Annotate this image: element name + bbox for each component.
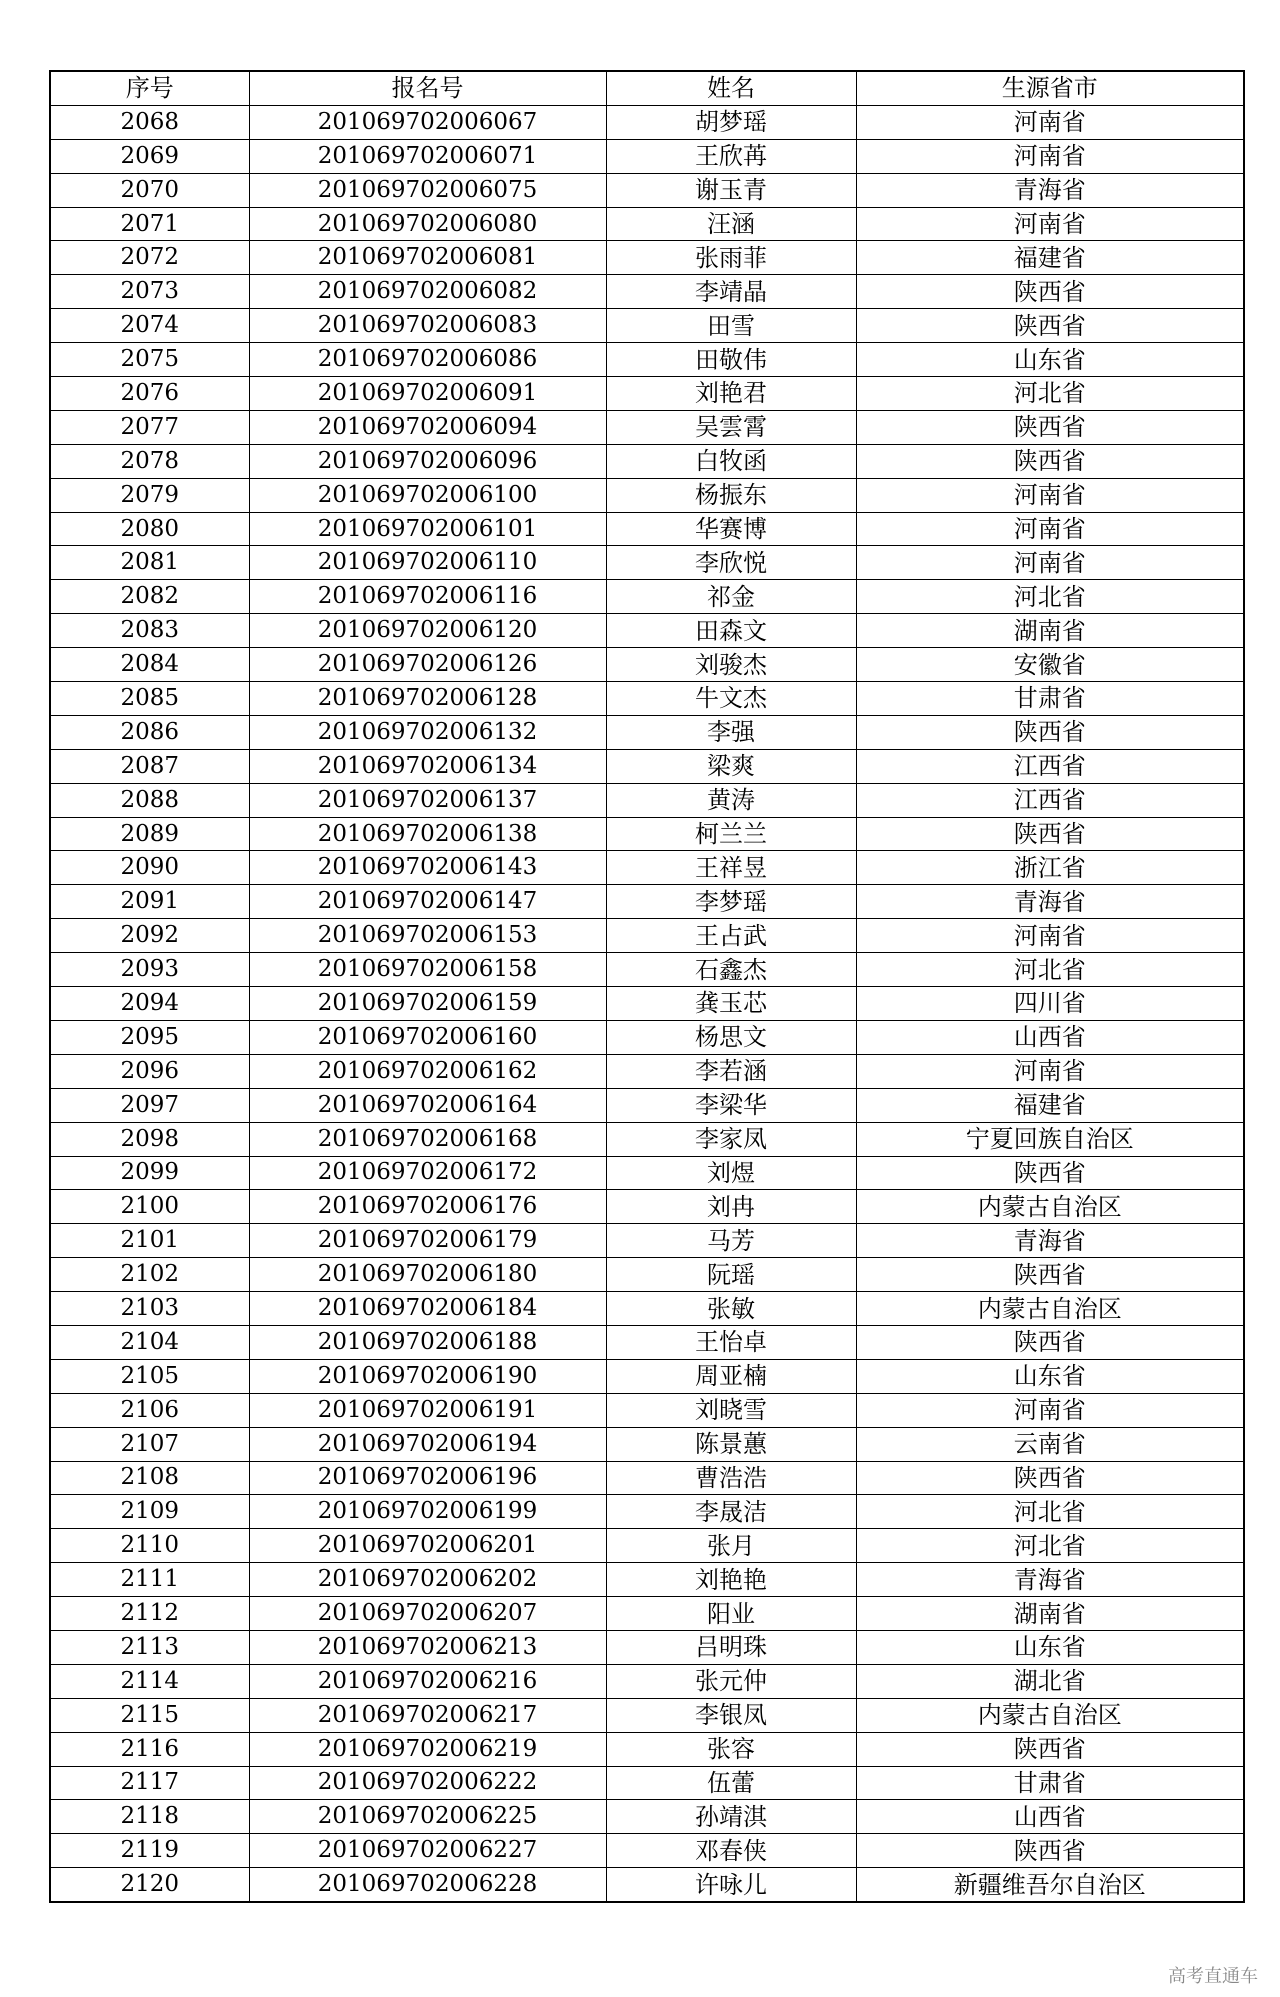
origin-province-cell: 福建省: [856, 241, 1244, 275]
origin-province-cell: 陕西省: [856, 1156, 1244, 1190]
serial-number-cell: 2076: [50, 377, 249, 411]
registration-number-cell: 201069702006116: [249, 580, 606, 614]
serial-number-cell: 2082: [50, 580, 249, 614]
table-row: [50, 783, 1244, 817]
serial-number-cell: 2093: [50, 953, 249, 987]
table-row: [50, 139, 1244, 173]
registration-number-cell: 201069702006228: [249, 1868, 606, 1902]
name-cell: 石鑫杰: [606, 953, 856, 987]
origin-province-cell: 山西省: [856, 1020, 1244, 1054]
registration-number-cell: 201069702006219: [249, 1732, 606, 1766]
registration-number-cell: 201069702006159: [249, 987, 606, 1021]
name-cell: 黄涛: [606, 783, 856, 817]
table-row: [50, 1224, 1244, 1258]
origin-province-cell: 河南省: [856, 546, 1244, 580]
serial-number-cell: 2108: [50, 1461, 249, 1495]
origin-province-cell: 陕西省: [856, 817, 1244, 851]
table-row: [50, 987, 1244, 1021]
serial-number-cell: 2099: [50, 1156, 249, 1190]
watermark-text: 高考直通车: [1168, 1966, 1258, 1987]
registration-number-cell: 201069702006158: [249, 953, 606, 987]
table-row: [50, 715, 1244, 749]
serial-number-cell: 2077: [50, 410, 249, 444]
registration-number-cell: 201069702006067: [249, 105, 606, 139]
registration-number-cell: 201069702006147: [249, 885, 606, 919]
name-cell: 陈景蕙: [606, 1427, 856, 1461]
table-row: [50, 817, 1244, 851]
table-row: [50, 614, 1244, 648]
table-row: [50, 580, 1244, 614]
origin-province-cell: 河南省: [856, 1393, 1244, 1427]
registration-number-cell: 201069702006180: [249, 1258, 606, 1292]
table-row: [50, 1597, 1244, 1631]
name-cell: 牛文杰: [606, 682, 856, 716]
registration-number-cell: 201069702006075: [249, 173, 606, 207]
registration-number-cell: 201069702006199: [249, 1495, 606, 1529]
table-row: [50, 1529, 1244, 1563]
serial-number-cell: 2074: [50, 309, 249, 343]
table-row: [50, 1054, 1244, 1088]
registration-number-cell: 201069702006094: [249, 410, 606, 444]
name-cell: 龚玉芯: [606, 987, 856, 1021]
table-row: [50, 377, 1244, 411]
serial-number-cell: 2068: [50, 105, 249, 139]
origin-province-cell: 陕西省: [856, 715, 1244, 749]
name-cell: 李欣悦: [606, 546, 856, 580]
registration-number-cell: 201069702006194: [249, 1427, 606, 1461]
table-row: [50, 1156, 1244, 1190]
table-row: [50, 1020, 1244, 1054]
registration-number-cell: 201069702006153: [249, 919, 606, 953]
name-cell: 孙靖淇: [606, 1800, 856, 1834]
name-cell: 阳业: [606, 1597, 856, 1631]
origin-province-cell: 内蒙古自治区: [856, 1292, 1244, 1326]
table-row: [50, 275, 1244, 309]
registration-number-cell: 201069702006191: [249, 1393, 606, 1427]
origin-province-cell: 江西省: [856, 749, 1244, 783]
name-cell: 王占武: [606, 919, 856, 953]
table-row: [50, 1563, 1244, 1597]
name-cell: 谢玉青: [606, 173, 856, 207]
table-body: [50, 105, 1244, 1902]
origin-province-cell: 山东省: [856, 1359, 1244, 1393]
table-row: [50, 682, 1244, 716]
table-row: [50, 648, 1244, 682]
table-row: [50, 1258, 1244, 1292]
table-row: [50, 1088, 1244, 1122]
serial-number-cell: 2075: [50, 343, 249, 377]
registration-number-cell: 201069702006143: [249, 851, 606, 885]
registration-number-cell: 201069702006190: [249, 1359, 606, 1393]
origin-province-cell: 宁夏回族自治区: [856, 1122, 1244, 1156]
origin-province-cell: 河北省: [856, 1529, 1244, 1563]
origin-province-cell: 山东省: [856, 343, 1244, 377]
serial-number-cell: 2069: [50, 139, 249, 173]
table-row: [50, 1732, 1244, 1766]
origin-province-cell: 湖南省: [856, 614, 1244, 648]
table-row: [50, 207, 1244, 241]
table-row: [50, 749, 1244, 783]
name-cell: 张月: [606, 1529, 856, 1563]
header-registration-number: 报名号: [249, 71, 606, 105]
serial-number-cell: 2083: [50, 614, 249, 648]
serial-number-cell: 2071: [50, 207, 249, 241]
serial-number-cell: 2098: [50, 1122, 249, 1156]
serial-number-cell: 2089: [50, 817, 249, 851]
origin-province-cell: 河北省: [856, 953, 1244, 987]
name-cell: 田雪: [606, 309, 856, 343]
name-cell: 刘艳君: [606, 377, 856, 411]
registration-number-cell: 201069702006188: [249, 1325, 606, 1359]
origin-province-cell: 河北省: [856, 1495, 1244, 1529]
serial-number-cell: 2080: [50, 512, 249, 546]
origin-province-cell: 陕西省: [856, 1258, 1244, 1292]
serial-number-cell: 2115: [50, 1698, 249, 1732]
registration-number-cell: 201069702006128: [249, 682, 606, 716]
name-cell: 吴雲霄: [606, 410, 856, 444]
table-row: [50, 1393, 1244, 1427]
origin-province-cell: 福建省: [856, 1088, 1244, 1122]
registration-number-cell: 201069702006184: [249, 1292, 606, 1326]
registration-number-cell: 201069702006222: [249, 1766, 606, 1800]
table-row: [50, 512, 1244, 546]
registration-number-cell: 201069702006071: [249, 139, 606, 173]
origin-province-cell: 湖南省: [856, 1597, 1244, 1631]
registration-number-cell: 201069702006227: [249, 1834, 606, 1868]
name-cell: 王怡卓: [606, 1325, 856, 1359]
registration-number-cell: 201069702006110: [249, 546, 606, 580]
serial-number-cell: 2103: [50, 1292, 249, 1326]
table-row: [50, 309, 1244, 343]
registration-number-cell: 201069702006202: [249, 1563, 606, 1597]
registration-number-cell: 201069702006196: [249, 1461, 606, 1495]
registration-number-cell: 201069702006083: [249, 309, 606, 343]
origin-province-cell: 陕西省: [856, 1732, 1244, 1766]
serial-number-cell: 2104: [50, 1325, 249, 1359]
serial-number-cell: 2073: [50, 275, 249, 309]
table-row: [50, 105, 1244, 139]
serial-number-cell: 2102: [50, 1258, 249, 1292]
origin-province-cell: 四川省: [856, 987, 1244, 1021]
origin-province-cell: 江西省: [856, 783, 1244, 817]
table-row: [50, 173, 1244, 207]
origin-province-cell: 新疆维吾尔自治区: [856, 1868, 1244, 1902]
serial-number-cell: 2079: [50, 478, 249, 512]
registration-number-cell: 201069702006086: [249, 343, 606, 377]
serial-number-cell: 2094: [50, 987, 249, 1021]
serial-number-cell: 2100: [50, 1190, 249, 1224]
name-cell: 李晟洁: [606, 1495, 856, 1529]
registration-number-cell: 201069702006137: [249, 783, 606, 817]
table-header-row: [50, 71, 1244, 105]
origin-province-cell: 陕西省: [856, 275, 1244, 309]
origin-province-cell: 河南省: [856, 478, 1244, 512]
origin-province-cell: 河北省: [856, 377, 1244, 411]
origin-province-cell: 青海省: [856, 173, 1244, 207]
serial-number-cell: 2086: [50, 715, 249, 749]
origin-province-cell: 陕西省: [856, 1325, 1244, 1359]
serial-number-cell: 2097: [50, 1088, 249, 1122]
registration-number-cell: 201069702006080: [249, 207, 606, 241]
name-cell: 李若涵: [606, 1054, 856, 1088]
serial-number-cell: 2095: [50, 1020, 249, 1054]
registration-number-cell: 201069702006096: [249, 444, 606, 478]
name-cell: 刘晓雪: [606, 1393, 856, 1427]
name-cell: 李银凤: [606, 1698, 856, 1732]
name-cell: 张雨菲: [606, 241, 856, 275]
name-cell: 胡梦瑶: [606, 105, 856, 139]
table-row: [50, 343, 1244, 377]
serial-number-cell: 2109: [50, 1495, 249, 1529]
name-cell: 刘艳艳: [606, 1563, 856, 1597]
registration-number-cell: 201069702006134: [249, 749, 606, 783]
table-row: [50, 1359, 1244, 1393]
name-cell: 伍蕾: [606, 1766, 856, 1800]
name-cell: 李梁华: [606, 1088, 856, 1122]
serial-number-cell: 2096: [50, 1054, 249, 1088]
name-cell: 张敏: [606, 1292, 856, 1326]
name-cell: 李靖晶: [606, 275, 856, 309]
table-row: [50, 1461, 1244, 1495]
table-row: [50, 1868, 1244, 1902]
registration-number-cell: 201069702006101: [249, 512, 606, 546]
serial-number-cell: 2087: [50, 749, 249, 783]
table-row: [50, 1834, 1244, 1868]
registration-number-cell: 201069702006216: [249, 1664, 606, 1698]
origin-province-cell: 陕西省: [856, 410, 1244, 444]
registration-number-cell: 201069702006132: [249, 715, 606, 749]
origin-province-cell: 陕西省: [856, 309, 1244, 343]
serial-number-cell: 2078: [50, 444, 249, 478]
name-cell: 吕明珠: [606, 1630, 856, 1664]
origin-province-cell: 河南省: [856, 512, 1244, 546]
name-cell: 马芳: [606, 1224, 856, 1258]
name-cell: 白牧函: [606, 444, 856, 478]
serial-number-cell: 2101: [50, 1224, 249, 1258]
origin-province-cell: 浙江省: [856, 851, 1244, 885]
serial-number-cell: 2081: [50, 546, 249, 580]
name-cell: 刘骏杰: [606, 648, 856, 682]
table-row: [50, 1664, 1244, 1698]
table-row: [50, 953, 1244, 987]
serial-number-cell: 2107: [50, 1427, 249, 1461]
serial-number-cell: 2088: [50, 783, 249, 817]
name-cell: 阮瑶: [606, 1258, 856, 1292]
name-cell: 张容: [606, 1732, 856, 1766]
name-cell: 梁爽: [606, 749, 856, 783]
origin-province-cell: 河南省: [856, 919, 1244, 953]
registration-number-cell: 201069702006138: [249, 817, 606, 851]
origin-province-cell: 甘肃省: [856, 1766, 1244, 1800]
registration-number-cell: 201069702006179: [249, 1224, 606, 1258]
name-cell: 杨振东: [606, 478, 856, 512]
serial-number-cell: 2092: [50, 919, 249, 953]
serial-number-cell: 2072: [50, 241, 249, 275]
table-row: [50, 1800, 1244, 1834]
table-row: [50, 1495, 1244, 1529]
table-row: [50, 1122, 1244, 1156]
name-cell: 华赛博: [606, 512, 856, 546]
registration-number-cell: 201069702006172: [249, 1156, 606, 1190]
registration-number-cell: 201069702006126: [249, 648, 606, 682]
serial-number-cell: 2091: [50, 885, 249, 919]
registration-number-cell: 201069702006160: [249, 1020, 606, 1054]
serial-number-cell: 2120: [50, 1868, 249, 1902]
origin-province-cell: 河南省: [856, 207, 1244, 241]
name-cell: 邓春侠: [606, 1834, 856, 1868]
origin-province-cell: 山东省: [856, 1630, 1244, 1664]
registration-number-cell: 201069702006082: [249, 275, 606, 309]
name-cell: 田森文: [606, 614, 856, 648]
table-row: [50, 851, 1244, 885]
name-cell: 杨思文: [606, 1020, 856, 1054]
name-cell: 刘煜: [606, 1156, 856, 1190]
serial-number-cell: 2119: [50, 1834, 249, 1868]
origin-province-cell: 甘肃省: [856, 682, 1244, 716]
origin-province-cell: 陕西省: [856, 1461, 1244, 1495]
name-cell: 汪涵: [606, 207, 856, 241]
table-row: [50, 919, 1244, 953]
admission-list-table: [49, 70, 1245, 1903]
name-cell: 张元仲: [606, 1664, 856, 1698]
registration-number-cell: 201069702006162: [249, 1054, 606, 1088]
table-row: [50, 546, 1244, 580]
table-row: [50, 1630, 1244, 1664]
registration-number-cell: 201069702006164: [249, 1088, 606, 1122]
origin-province-cell: 内蒙古自治区: [856, 1190, 1244, 1224]
serial-number-cell: 2084: [50, 648, 249, 682]
origin-province-cell: 青海省: [856, 1224, 1244, 1258]
origin-province-cell: 内蒙古自治区: [856, 1698, 1244, 1732]
registration-number-cell: 201069702006168: [249, 1122, 606, 1156]
origin-province-cell: 陕西省: [856, 444, 1244, 478]
origin-province-cell: 河南省: [856, 105, 1244, 139]
name-cell: 曹浩浩: [606, 1461, 856, 1495]
registration-number-cell: 201069702006100: [249, 478, 606, 512]
table-row: [50, 241, 1244, 275]
name-cell: 祁金: [606, 580, 856, 614]
name-cell: 柯兰兰: [606, 817, 856, 851]
registration-number-cell: 201069702006176: [249, 1190, 606, 1224]
name-cell: 李梦瑶: [606, 885, 856, 919]
table-row: [50, 1766, 1244, 1800]
header-name: 姓名: [606, 71, 856, 105]
registration-number-cell: 201069702006217: [249, 1698, 606, 1732]
serial-number-cell: 2116: [50, 1732, 249, 1766]
origin-province-cell: 安徽省: [856, 648, 1244, 682]
origin-province-cell: 山西省: [856, 1800, 1244, 1834]
table-row: [50, 1698, 1244, 1732]
name-cell: 李家凤: [606, 1122, 856, 1156]
table-row: [50, 444, 1244, 478]
table-row: [50, 885, 1244, 919]
serial-number-cell: 2106: [50, 1393, 249, 1427]
serial-number-cell: 2118: [50, 1800, 249, 1834]
table-row: [50, 1325, 1244, 1359]
origin-province-cell: 河北省: [856, 580, 1244, 614]
table-row: [50, 1427, 1244, 1461]
name-cell: 李强: [606, 715, 856, 749]
serial-number-cell: 2110: [50, 1529, 249, 1563]
table-row: [50, 478, 1244, 512]
serial-number-cell: 2090: [50, 851, 249, 885]
table-row: [50, 1292, 1244, 1326]
serial-number-cell: 2113: [50, 1630, 249, 1664]
name-cell: 刘冉: [606, 1190, 856, 1224]
origin-province-cell: 青海省: [856, 1563, 1244, 1597]
origin-province-cell: 青海省: [856, 885, 1244, 919]
serial-number-cell: 2070: [50, 173, 249, 207]
serial-number-cell: 2105: [50, 1359, 249, 1393]
serial-number-cell: 2114: [50, 1664, 249, 1698]
registration-number-cell: 201069702006081: [249, 241, 606, 275]
header-origin-province: 生源省市: [856, 71, 1244, 105]
origin-province-cell: 河南省: [856, 1054, 1244, 1088]
registration-number-cell: 201069702006091: [249, 377, 606, 411]
serial-number-cell: 2085: [50, 682, 249, 716]
name-cell: 田敬伟: [606, 343, 856, 377]
table-row: [50, 1190, 1244, 1224]
name-cell: 王欣苒: [606, 139, 856, 173]
registration-number-cell: 201069702006120: [249, 614, 606, 648]
registration-number-cell: 201069702006207: [249, 1597, 606, 1631]
header-serial-number: 序号: [50, 71, 249, 105]
serial-number-cell: 2112: [50, 1597, 249, 1631]
origin-province-cell: 湖北省: [856, 1664, 1244, 1698]
serial-number-cell: 2111: [50, 1563, 249, 1597]
registration-number-cell: 201069702006213: [249, 1630, 606, 1664]
registration-number-cell: 201069702006201: [249, 1529, 606, 1563]
name-cell: 许咏儿: [606, 1868, 856, 1902]
origin-province-cell: 河南省: [856, 139, 1244, 173]
name-cell: 王祥昱: [606, 851, 856, 885]
registration-number-cell: 201069702006225: [249, 1800, 606, 1834]
name-cell: 周亚楠: [606, 1359, 856, 1393]
origin-province-cell: 陕西省: [856, 1834, 1244, 1868]
origin-province-cell: 云南省: [856, 1427, 1244, 1461]
serial-number-cell: 2117: [50, 1766, 249, 1800]
table-row: [50, 410, 1244, 444]
